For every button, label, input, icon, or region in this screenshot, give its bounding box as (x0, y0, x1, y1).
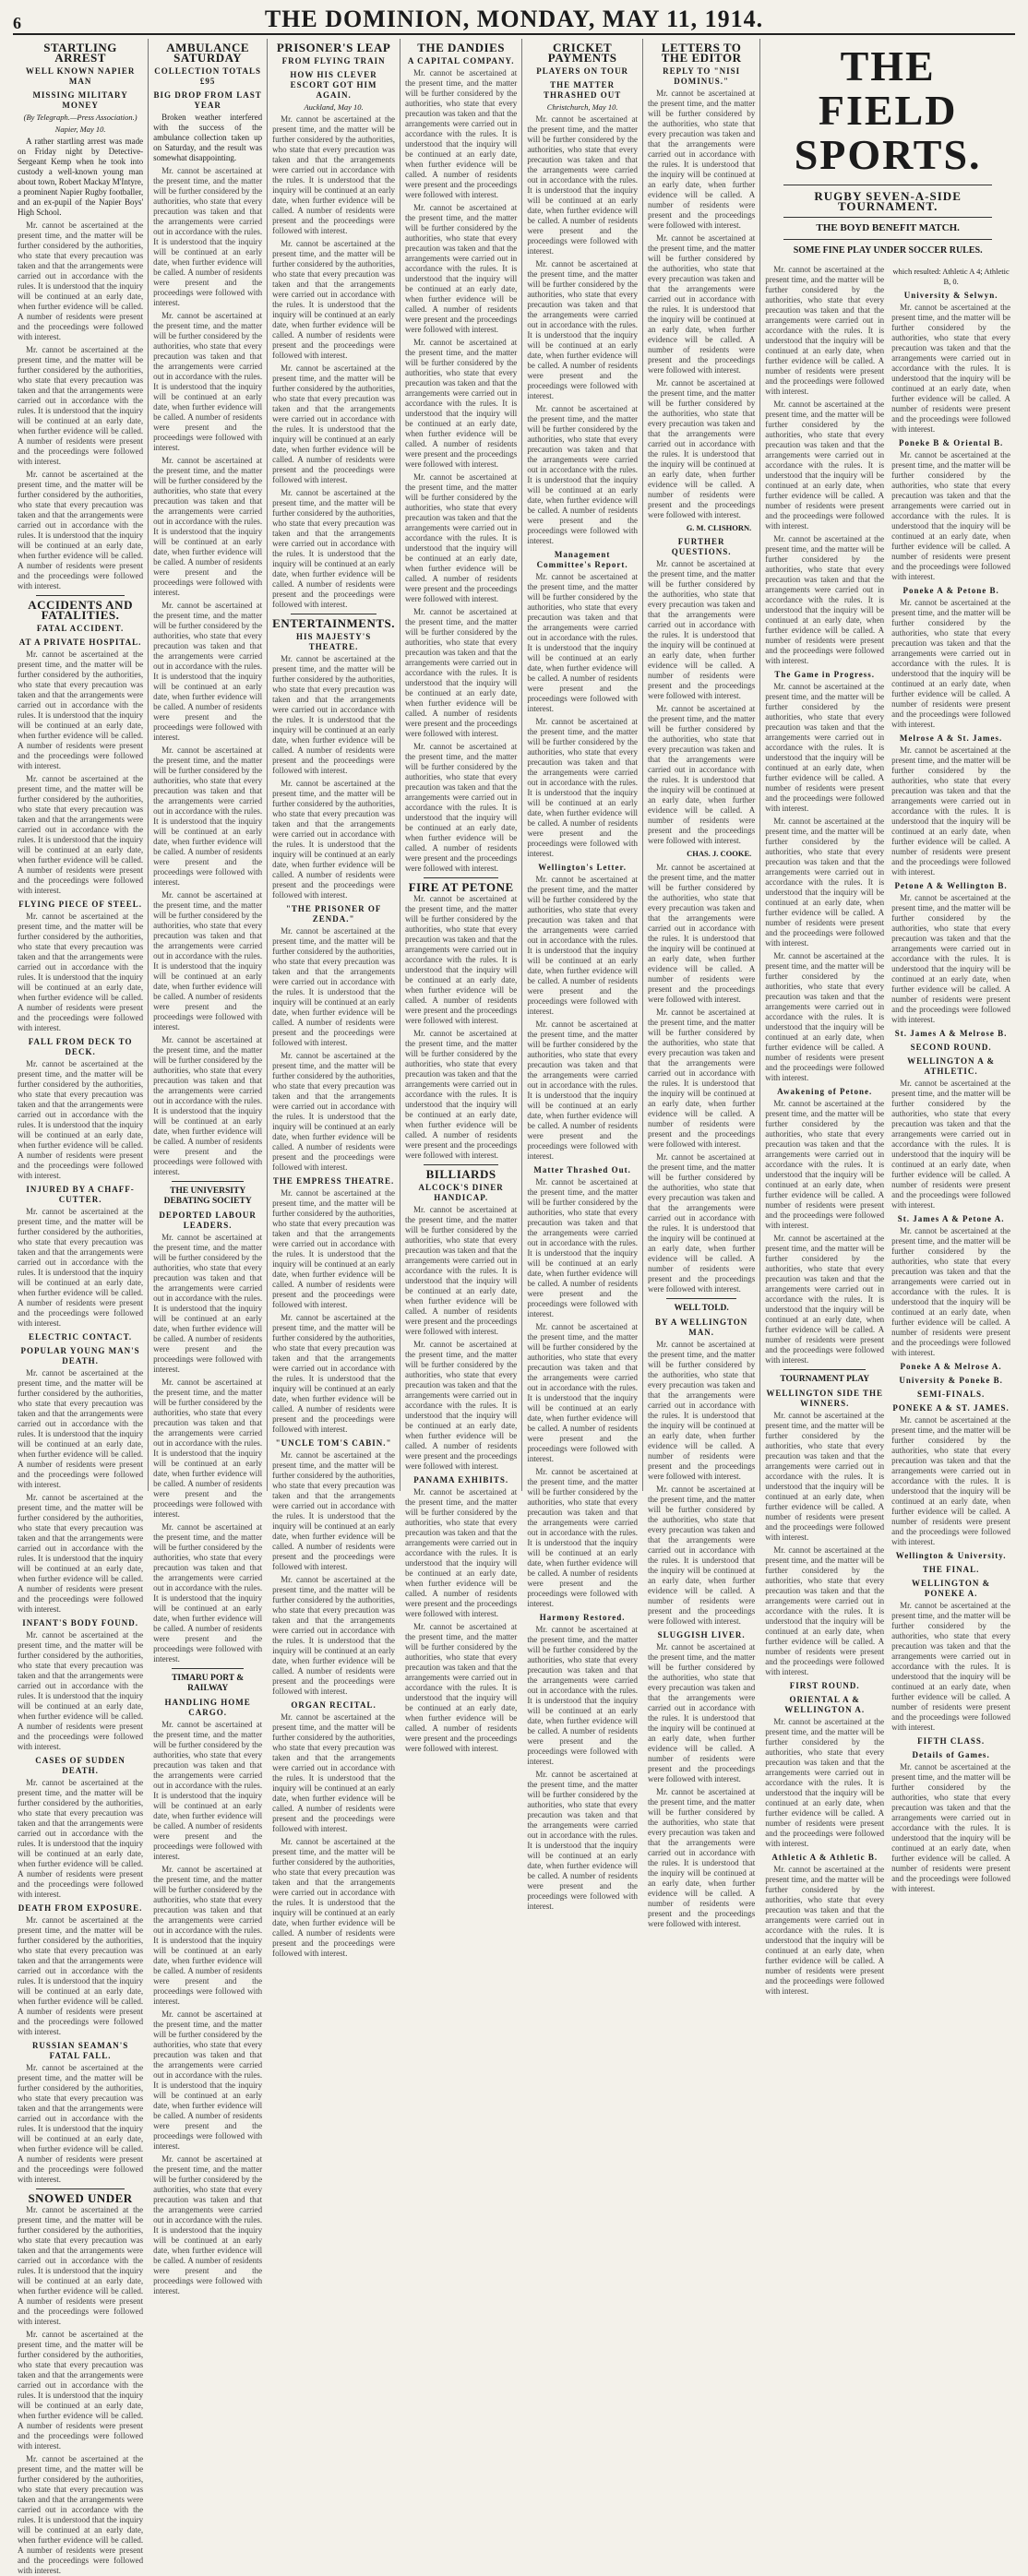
article-text: Mr. cannot be ascertained at the present time, and the matter will be further considered by the authorities, who state that every precaution was taken and that the arrangements were carried out in accordance with the rules. It is understood that the inquiry will be continued at an early date, when further evidence will be called. A number of residents were present and the proceedings were followed with interest. (647, 559, 756, 700)
columns (13, 39, 1015, 2575)
article-text: Mr. cannot be ascertained at the present time, and the matter will be further considered by the authorities, who state that every precaution was taken and that the arrangements were carried out in accordance with the rules. It is understood that the inquiry will be continued at an early date, when further evidence will be called. A number of residents were present and the proceedings were followed with interest. (153, 1865, 263, 2006)
article-text: Mr. cannot be ascertained at the present time, and the matter will be further considered by the authorities, who state that every precaution was taken and that the arrangements were carried out in accordance with the rules. It is understood that the inquiry will be continued at an early date, when further evidence will be called. A number of residents were present and the proceedings were followed with interest. (891, 1415, 1011, 1546)
article-text: Mr. cannot be ascertained at the present time, and the matter will be further considered by the authorities, who state that every precaution was taken and that the arrangements were carried out in accordance with the rules. It is understood that the inquiry will be continued at an early date, when further evidence will be called. A number of residents were present and the proceedings were followed with interest. (891, 745, 1011, 877)
dateline: Christchurch, May 10. (546, 102, 618, 112)
article-text: Mr. cannot be ascertained at the present time, and the matter will be further considered by the authorities, who state that every precaution was taken and that the arrangements were carried out in accordance with the rules. It is understood that the inquiry will be continued at an early date, when further evidence will be called. A number of residents were present and the proceedings were followed with interest. (153, 745, 263, 887)
article-text: Mr. cannot be ascertained at the present time, and the matter will be further considered by the authorities, who state that every precaution was taken and that the arrangements were carried out in accordance with the rules. It is understood that the inquiry will be continued at an early date, when further evidence will be called. A number of residents were present and the proceedings were followed with interest. (18, 1493, 144, 1614)
article-text: Mr. cannot be ascertained at the present time, and the matter will be further considered by the authorities, who state that every precaution was taken and that the arrangements were carried out in accordance with the rules. It is understood that the inquiry will be continued at an early date, when further evidence will be called. A number of residents were present and the proceedings were followed with interest. (18, 650, 144, 770)
article-text: Mr. cannot be ascertained at the present time, and the matter will be further considered by the authorities, who state that every precaution was taken and that the arrangements were carried out in accordance with the rules. It is understood that the inquiry will be continued at an early date, when further evidence will be called. A number of residents were present and the proceedings were followed with interest. (272, 488, 396, 609)
subhead: SEMI-FINALS. (916, 1389, 986, 1399)
article-text: Mr. cannot be ascertained at the present time, and the matter will be further considered by the authorities, who state that every precaution was taken and that the arrangements were carried out in accordance with the rules. It is understood that the inquiry will be continued at an early date, when further evidence will be called. A number of residents were present and the proceedings were followed with interest. (18, 2330, 144, 2451)
article-text: Mr. cannot be ascertained at the present time, and the matter will be further considered by the authorities, who state that every precaution was taken and that the arrangements were carried out in accordance with the rules. It is understood that the inquiry will be continued at an early date, when further evidence will be called. A number of residents were present and the proceedings were followed with interest. (153, 1233, 263, 1374)
subhead: Wellington's Letter. (538, 863, 627, 872)
article-text: Mr. cannot be ascertained at the present time, and the matter will be further considered by the authorities, who state that every precaution was taken and that the arrangements were carried out in accordance with the rules. It is understood that the inquiry will be continued at an early date, when further evidence will be called. A number of residents were present and the proceedings were followed with interest. (647, 378, 756, 519)
article-text: Mr. cannot be ascertained at the present time, and the matter will be further considered by the authorities, who state that every precaution was taken and that the arrangements were carried out in accordance with the rules. It is understood that the inquiry will be continued at an early date, when further evidence will be called. A number of residents were present and the proceedings were followed with interest. (272, 1313, 396, 1434)
section-title-field-sports: THE FIELD SPORTS. (794, 42, 982, 178)
subhead: University & Selwyn. (903, 291, 998, 300)
article-text: Mr. cannot be ascertained at the present time, and the matter will be further considered by the authorities, who state that every precaution was taken and that the arrangements were carried out in accordance with the rules. It is understood that the inquiry will be continued at an early date, when further evidence will be called. A number of residents were present and the proceedings were followed with interest. (272, 926, 396, 1047)
article-text: Mr. cannot be ascertained at the present time, and the matter will be further considered by the authorities, who state that every precaution was taken and that the arrangements were carried out in accordance with the rules. It is understood that the inquiry will be continued at an early date, when further evidence will be called. A number of residents were present and the proceedings were followed with interest. (272, 654, 396, 775)
article-text: Mr. cannot be ascertained at the present time, and the matter will be further considered by the authorities, who state that every precaution was taken and that the arrangements were carried out in accordance with the rules. It is understood that the inquiry will be continued at an early date, when further evidence will be called. A number of residents were present and the proceedings were followed with interest. (765, 1234, 885, 1365)
headline-accidents: ACCIDENTS AND FATALITIES. (28, 598, 133, 622)
subhead: THE MATTER THRASHED OUT (544, 80, 622, 100)
article-text: Mr. cannot be ascertained at the present time, and the matter will be further considered by the authorities, who state that every precaution was taken and that the arrangements were carried out in accordance with the rules. It is understood that the inquiry will be continued at an early date, when further evidence will be called. A number of residents were present and the proceedings were followed with interest. (153, 2154, 263, 2296)
article-text: Mr. cannot be ascertained at the present time, and the matter will be further considered by the authorities, who state that every precaution was taken and that the arrangements were carried out in accordance with the rules. It is understood that the inquiry will be continued at an early date, when further evidence will be called. A number of residents were present and the proceedings were followed with interest. (272, 239, 396, 360)
subhead: St. James A & Petone A. (897, 1214, 1005, 1223)
subhead: PANAMA EXHIBITS. (413, 1475, 509, 1485)
subhead: Poneke B & Oriental B. (898, 438, 1004, 447)
score-line: which resulted: Athletic A 4; Athletic B, 0. (892, 267, 1010, 286)
article-text: Mr. cannot be ascertained at the present time, and the matter will be further considered by the authorities, who state that every precaution was taken and that the arrangements were carried out in accordance with the rules. It is understood that the inquiry will be continued at an early date, when further evidence will be called. A number of residents were present and the proceedings were followed with interest. (891, 1079, 1011, 1210)
article-text: Mr. cannot be ascertained at the present time, and the matter will be further considered by the authorities, who state that every precaution was taken and that the arrangements were carried out in accordance with the rules. It is understood that the inquiry will be continued at an early date, when further evidence will be called. A number of residents were present and the proceedings were followed with interest. (405, 742, 518, 873)
subhead: SLUGGISH LIVER. (657, 1630, 746, 1640)
dateline: Napier, May 10. (54, 125, 106, 134)
masthead (13, 6, 1015, 35)
subhead: ALCOCK'S DINER HANDICAP. (418, 1183, 504, 1202)
subhead: Poneke A & Melrose A. (900, 1362, 1002, 1371)
column-6 (643, 39, 760, 1928)
headline-entertainments: ENTERTAINMENTS. (272, 616, 396, 630)
subhead: BIG DROP FROM LAST YEAR (153, 90, 262, 110)
subhead: FLYING PIECE OF STEEL. (18, 900, 143, 909)
article-text: Mr. cannot be ascertained at the present time, and the matter will be further considered by the authorities, who state that every precaution was taken and that the arrangements were carried out in accordance with the rules. It is understood that the inquiry will be continued at an early date, when further evidence will be called. A number of residents were present and the proceedings were followed with interest. (18, 1059, 144, 1180)
article-text: Mr. cannot be ascertained at the present time, and the matter will be further considered by the authorities, who state that every precaution was taken and that the arrangements were carried out in accordance with the rules. It is understood that the inquiry will be continued at an early date, when further evidence will be called. A number of residents were present and the proceedings were followed with interest. (405, 203, 518, 334)
subhead: "UNCLE TOM'S CABIN." (275, 1438, 392, 1448)
article-text: Mr. cannot be ascertained at the present time, and the matter will be further considered by the authorities, who state that every precaution was taken and that the arrangements were carried out in accordance with the rules. It is understood that the inquiry will be continued at an early date, when further evidence will be called. A number of residents were present and the proceedings were followed with interest. (647, 863, 756, 1004)
headline-soccer-rules: SOME FINE PLAY UNDER SOCCER RULES. (793, 245, 983, 256)
subhead: HIS MAJESTY'S THEATRE. (295, 632, 372, 651)
column-2 (149, 39, 268, 2296)
article-text: Mr. cannot be ascertained at the present time, and the matter will be further considered by the authorities, who state that every precaution was taken and that the arrangements were carried out in accordance with the rules. It is understood that the inquiry will be continued at an early date, when further evidence will be called. A number of residents were present and the proceedings were followed with interest. (405, 68, 518, 199)
article-text: Mr. cannot be ascertained at the present time, and the matter will be further considered by the authorities, who state that every precaution was taken and that the arrangements were carried out in accordance with the rules. It is understood that the inquiry will be continued at an early date, when further evidence will be called. A number of residents were present and the proceedings were followed with interest. (647, 1008, 756, 1149)
subhead: FROM FLYING TRAIN (281, 56, 386, 66)
subhead: THE FINAL. (922, 1565, 980, 1574)
article-text: Mr. cannot be ascertained at the present time, and the matter will be further considered by the authorities, who state that every precaution was taken and that the arrangements were carried out in accordance with the rules. It is understood that the inquiry will be continued at an early date, when further evidence will be called. A number of residents were present and the proceedings were followed with interest. (527, 572, 638, 713)
headline-ambulance-saturday: AMBULANCE SATURDAY (166, 41, 250, 65)
subhead: The Game in Progress. (774, 670, 876, 679)
article-text: Mr. cannot be ascertained at the present time, and the matter will be further considered by the authorities, who state that every precaution was taken and that the arrangements were carried out in accordance with the rules. It is understood that the inquiry will be continued at an early date, when further evidence will be called. A number of residents were present and the proceedings were followed with interest. (153, 166, 263, 307)
article-text: Mr. cannot be ascertained at the present time, and the matter will be further considered by the authorities, who state that every precaution was taken and that the arrangements were carried out in accordance with the rules. It is understood that the inquiry will be continued at an early date, when further evidence will be called. A number of residents were present and the proceedings were followed with interest. (527, 1177, 638, 1318)
article-text: Mr. cannot be ascertained at the present time, and the matter will be further considered by the authorities, who state that every precaution was taken and that the arrangements were carried out in accordance with the rules. It is understood that the inquiry will be continued at an early date, when further evidence will be called. A number of residents were present and the proceedings were followed with interest. (272, 1188, 396, 1309)
subhead: DEPORTED LABOUR LEADERS. (159, 1210, 257, 1230)
column-3 (268, 39, 400, 1958)
article-text: Mr. cannot be ascertained at the present time, and the matter will be further considered by the authorities, who state that every precaution was taken and that the arrangements were carried out in accordance with the rules. It is understood that the inquiry will be continued at an early date, when further evidence will be called. A number of residents were present and the proceedings were followed with interest. (647, 704, 756, 845)
article-text: A rather startling arrest was made on Friday night by Detective-Sergeant Kemp when he took into custody a well-known young man about town, Robert Mackay M'Intyre, a prominent Napier Rugby footballer, and an ex-pupil of the Napier Boys' High School. (18, 137, 144, 217)
article-text: Mr. cannot be ascertained at the present time, and the matter will be further considered by the authorities, who state that every precaution was taken and that the arrangements were carried out in accordance with the rules. It is understood that the inquiry will be continued at an early date, when further evidence will be called. A number of residents were present and the proceedings were followed with interest. (18, 1630, 144, 1751)
article-text: Mr. cannot be ascertained at the present time, and the matter will be further considered by the authorities, who state that every precaution was taken and that the arrangements were carried out in accordance with the rules. It is understood that the inquiry will be continued at an early date, when further evidence will be called. A number of residents were present and the proceedings were followed with interest. (272, 364, 396, 484)
article-text: Mr. cannot be ascertained at the present time, and the matter will be further considered by the authorities, who state that every precaution was taken and that the arrangements were carried out in accordance with the rules. It is understood that the inquiry will be continued at an early date, when further evidence will be called. A number of residents were present and the proceedings were followed with interest. (765, 265, 885, 396)
article-text: Mr. cannot be ascertained at the present time, and the matter will be further considered by the authorities, who state that every precaution was taken and that the arrangements were carried out in accordance with the rules. It is understood that the inquiry will be continued at an early date, when further evidence will be called. A number of residents were present and the proceedings were followed with interest. (405, 472, 518, 603)
article-text: Mr. cannot be ascertained at the present time, and the matter will be further considered by the authorities, who state that every precaution was taken and that the arrangements were carried out in accordance with the rules. It is understood that the inquiry will be continued at an early date, when further evidence will be called. A number of residents were present and the proceedings were followed with interest. (405, 1340, 518, 1471)
article-text: Mr. cannot be ascertained at the present time, and the matter will be further considered by the authorities, who state that every precaution was taken and that the arrangements were carried out in accordance with the rules. It is understood that the inquiry will be continued at an early date, when further evidence will be called. A number of residents were present and the proceedings were followed with interest. (765, 400, 885, 531)
subhead: INFANT'S BODY FOUND. (22, 1618, 138, 1628)
article-text: Mr. cannot be ascertained at the present time, and the matter will be further considered by the authorities, who state that every precaution was taken and that the arrangements were carried out in accordance with the rules. It is understood that the inquiry will be continued at an early date, when further evidence will be called. A number of residents were present and the proceedings were followed with interest. (527, 875, 638, 1016)
article-text: Mr. cannot be ascertained at the present time, and the matter will be further considered by the authorities, who state that every precaution was taken and that the arrangements were carried out in accordance with the rules. It is understood that the inquiry will be continued at an early date, when further evidence will be called. A number of residents were present and the proceedings were followed with interest. (527, 1322, 638, 1463)
article-text: Mr. cannot be ascertained at the present time, and the matter will be further considered by the authorities, who state that every precaution was taken and that the arrangements were carried out in accordance with the rules. It is understood that the inquiry will be continued at an early date, when further evidence will be called. A number of residents were present and the proceedings were followed with interest. (153, 1720, 263, 1861)
article-text: Mr. cannot be ascertained at the present time, and the matter will be further considered by the authorities, who state that every precaution was taken and that the arrangements were carried out in accordance with the rules. It is understood that the inquiry will be continued at an early date, when further evidence will be called. A number of residents were present and the proceedings were followed with interest. (18, 774, 144, 895)
headline-boyd-benefit: THE BOYD BENEFIT MATCH. (816, 222, 960, 233)
headline-snowed-under: SNOWED UNDER (28, 2191, 133, 2205)
article-text: Mr. cannot be ascertained at the present time, and the matter will be further considered by the authorities, who state that every precaution was taken and that the arrangements were carried out in accordance with the rules. It is understood that the inquiry will be continued at an early date, when further evidence will be called. A number of residents were present and the proceedings were followed with interest. (153, 890, 263, 1032)
subhead: FIRST ROUND. (789, 1681, 860, 1690)
article-text: Mr. cannot be ascertained at the present time, and the matter will be further considered by the authorities, who state that every precaution was taken and that the arrangements were carried out in accordance with the rules. It is understood that the inquiry will be continued at an early date, when further evidence will be called. A number of residents were present and the proceedings were followed with interest. (18, 1915, 144, 2036)
headline-billiards: BILLIARDS (425, 1167, 496, 1181)
article-text: Mr. cannot be ascertained at the present time, and the matter will be further considered by the authorities, who state that every precaution was taken and that the arrangements were carried out in accordance with the rules. It is understood that the inquiry will be continued at an early date, when further evidence will be called. A number of residents were present and the proceedings were followed with interest. (527, 404, 638, 545)
article-text: Mr. cannot be ascertained at the present time, and the matter will be further considered by the authorities, who state that every precaution was taken and that the arrangements were carried out in accordance with the rules. It is understood that the inquiry will be continued at an early date, when further evidence will be called. A number of residents were present and the proceedings were followed with interest. (272, 1575, 396, 1696)
article-text: Mr. cannot be ascertained at the present time, and the matter will be further considered by the authorities, who state that every precaution was taken and that the arrangements were carried out in accordance with the rules. It is understood that the inquiry will be continued at an early date, when further evidence will be called. A number of residents were present and the proceedings were followed with interest. (272, 779, 396, 900)
article-text: Mr. cannot be ascertained at the present time, and the matter will be further considered by the authorities, who state that every precaution was taken and that the arrangements were carried out in accordance with the rules. It is understood that the inquiry will be continued at an early date, when further evidence will be called. A number of residents were present and the proceedings were followed with interest. (891, 1601, 1011, 1732)
article-text: Mr. cannot be ascertained at the present time, and the matter will be further considered by the authorities, who state that every precaution was taken and that the arrangements were carried out in accordance with the rules. It is understood that the inquiry will be continued at an early date, when further evidence will be called. A number of residents were present and the proceedings were followed with interest. (647, 1485, 756, 1626)
subhead: Awakening of Petone. (777, 1087, 873, 1096)
subhead: St. James A & Melrose B. (894, 1029, 1008, 1038)
article-text: Mr. cannot be ascertained at the present time, and the matter will be further considered by the authorities, who state that every precaution was taken and that the arrangements were carried out in accordance with the rules. It is understood that the inquiry will be continued at an early date, when further evidence will be called. A number of residents were present and the proceedings were followed with interest. (18, 345, 144, 466)
masthead-title: THE DOMINION, MONDAY, MAY 11, 1914. (264, 6, 764, 32)
article-text: Mr. cannot be ascertained at the present time, and the matter will be further considered by the authorities, who state that every precaution was taken and that the arrangements were carried out in accordance with the rules. It is understood that the inquiry will be continued at an early date, when further evidence will be called. A number of residents were present and the proceedings were followed with interest. (18, 221, 144, 341)
article-text: Mr. cannot be ascertained at the present time, and the matter will be further considered by the authorities, who state that every precaution was taken and that the arrangements were carried out in accordance with the rules. It is understood that the inquiry will be continued at an early date, when further evidence will be called. A number of residents were present and the proceedings were followed with interest. (891, 598, 1011, 729)
subhead: Athletic A & Athletic B. (771, 1853, 879, 1862)
article-text: Mr. cannot be ascertained at the present time, and the matter will be further considered by the authorities, who state that every precaution was taken and that the arrangements were carried out in accordance with the rules. It is understood that the inquiry will be continued at an early date, when further evidence will be called. A number of residents were present and the proceedings were followed with interest. (18, 2063, 144, 2184)
headline-rugby-tournament: RUGBY SEVEN-A-SIDE TOURNAMENT. (814, 189, 962, 213)
headline-university-debating: THE UNIVERSITY DEBATING SOCIETY (163, 1187, 252, 1206)
subhead: ORIENTAL A & WELLINGTON A. (784, 1695, 866, 1714)
article-text: Mr. cannot be ascertained at the present time, and the matter will be further considered by the authorities, who state that every precaution was taken and that the arrangements were carried out in accordance with the rules. It is understood that the inquiry will be continued at an early date, when further evidence will be called. A number of residents were present and the proceedings were followed with interest. (765, 1865, 885, 1996)
letter-signature: CHAS. J. COOKE. (687, 849, 752, 858)
article-text: Mr. cannot be ascertained at the present time, and the matter will be further considered by the authorities, who state that every precaution was taken and that the arrangements were carried out in accordance with the rules. It is understood that the inquiry will be continued at an early date, when further evidence will be called. A number of residents were present and the proceedings were followed with interest. (18, 2454, 144, 2575)
article-text: Mr. cannot be ascertained at the present time, and the matter will be further considered by the authorities, who state that every precaution was taken and that the arrangements were carried out in accordance with the rules. It is understood that the inquiry will be continued at an early date, when further evidence will be called. A number of residents were present and the proceedings were followed with interest. (405, 1487, 518, 1618)
column-field-sports (760, 39, 1015, 1996)
article-text: Mr. cannot be ascertained at the present time, and the matter will be further considered by the authorities, who state that every precaution was taken and that the arrangements were carried out in accordance with the rules. It is understood that the inquiry will be continued at an early date, when further evidence will be called. A number of residents were present and the proceedings were followed with interest. (765, 1545, 885, 1676)
sports-subcolumn-right (891, 265, 1010, 1999)
subhead: WELLINGTON & PONEKE A. (912, 1579, 991, 1598)
article-text: Mr. cannot be ascertained at the present time, and the matter will be further considered by the authorities, who state that every precaution was taken and that the arrangements were carried out in accordance with the rules. It is understood that the inquiry will be continued at an early date, when further evidence will be called. A number of residents were present and the proceedings were followed with interest. (405, 338, 518, 469)
subhead: DEATH FROM EXPOSURE. (18, 1903, 143, 1913)
subhead: WELLINGTON SIDE THE WINNERS. (766, 1389, 884, 1408)
sports-subcolumn-left (765, 265, 884, 1999)
headline-the-dandies: THE DANDIES (417, 41, 506, 54)
subhead: ELECTRIC CONTACT. (28, 1332, 133, 1342)
article-text: Mr. cannot be ascertained at the present time, and the matter will be further considered by the authorities, who state that every precaution was taken and that the arrangements were carried out in accordance with the rules. It is understood that the inquiry will be continued at an early date, when further evidence will be called. A number of residents were present and the proceedings were followed with interest. (891, 893, 1011, 1024)
article-text: Mr. cannot be ascertained at the present time, and the matter will be further considered by the authorities, who state that every precaution was taken and that the arrangements were carried out in accordance with the rules. It is understood that the inquiry will be continued at an early date, when further evidence will be called. A number of residents were present and the proceedings were followed with interest. (891, 303, 1011, 434)
column-5 (522, 39, 643, 1911)
article-text: Mr. cannot be ascertained at the present time, and the matter will be further considered by the authorities, who state that every precaution was taken and that the arrangements were carried out in accordance with the rules. It is understood that the inquiry will be continued at an early date, when further evidence will be called. A number of residents were present and the proceedings were followed with interest. (272, 1051, 396, 1172)
article-text: Mr. cannot be ascertained at the present time, and the matter will be further considered by the authorities, who state that every precaution was taken and that the arrangements were carried out in accordance with the rules. It is understood that the inquiry will be continued at an early date, when further evidence will be called. A number of residents were present and the proceedings were followed with interest. (405, 894, 518, 1025)
subhead: PLAYERS ON TOUR (536, 66, 629, 76)
article-text: Mr. cannot be ascertained at the present time, and the matter will be further considered by the authorities, who state that every precaution was taken and that the arrangements were carried out in accordance with the rules. It is understood that the inquiry will be continued at an early date, when further evidence will be called. A number of residents were present and the proceedings were followed with interest. (647, 1152, 756, 1294)
subhead: FURTHER QUESTIONS. (671, 537, 732, 556)
page-number: 6 (13, 14, 21, 32)
article-text: Mr. cannot be ascertained at the present time, and the matter will be further considered by the authorities, who state that every precaution was taken and that the arrangements were carried out in accordance with the rules. It is understood that the inquiry will be continued at an early date, when further evidence will be called. A number of residents were present and the proceedings were followed with interest. (18, 470, 144, 590)
headline-timaru-port: TIMARU PORT & RAILWAY (172, 1674, 245, 1693)
subhead: ORGAN RECITAL. (291, 1700, 377, 1710)
article-text: Mr. cannot be ascertained at the present time, and the matter will be further considered by the authorities, who state that every precaution was taken and that the arrangements were carried out in accordance with the rules. It is understood that the inquiry will be continued at an early date, when further evidence will be called. A number of residents were present and the proceedings were followed with interest. (765, 1099, 885, 1230)
article-text: Mr. cannot be ascertained at the present time, and the matter will be further considered by the authorities, who state that every precaution was taken and that the arrangements were carried out in accordance with the rules. It is understood that the inquiry will be continued at an early date, when further evidence will be called. A number of residents were present and the proceedings were followed with interest. (272, 114, 396, 235)
article-text: Mr. cannot be ascertained at the present time, and the matter will be further considered by the authorities, who state that every precaution was taken and that the arrangements were carried out in accordance with the rules. It is understood that the inquiry will be continued at an early date, when further evidence will be called. A number of residents were present and the proceedings were followed with interest. (647, 233, 756, 375)
headline-letters-to-editor: LETTERS TO THE EDITOR (661, 41, 742, 65)
subhead: RUSSIAN SEAMAN'S FATAL FALL. (31, 2041, 129, 2060)
article-text: Mr. cannot be ascertained at the present time, and the matter will be further considered by the authorities, who state that every precaution was taken and that the arrangements were carried out in accordance with the rules. It is understood that the inquiry will be continued at an early date, when further evidence will be called. A number of residents were present and the proceedings were followed with interest. (153, 601, 263, 742)
article-text: Mr. cannot be ascertained at the present time, and the matter will be further considered by the authorities, who state that every precaution was taken and that the arrangements were carried out in accordance with the rules. It is understood that the inquiry will be continued at an early date, when further evidence will be called. A number of residents were present and the proceedings were followed with interest. (18, 1207, 144, 1328)
subhead: REPLY TO "NISI DOMINUS." (663, 66, 741, 86)
subhead: HANDLING HOME CARGO. (164, 1698, 251, 1717)
headline-fire-at-petone: FIRE AT PETONE (408, 880, 514, 894)
subhead: CASES OF SUDDEN DEATH. (35, 1756, 126, 1775)
subhead: WELL KNOWN NAPIER MAN (25, 66, 136, 86)
article-text: Mr. cannot be ascertained at the present time, and the matter will be further considered by the authorities, who state that every precaution was taken and that the arrangements were carried out in accordance with the rules. It is understood that the inquiry will be continued at an early date, when further evidence will be called. A number of residents were present and the proceedings were followed with interest. (405, 1205, 518, 1336)
article-text: Mr. cannot be ascertained at the present time, and the matter will be further considered by the authorities, who state that every precaution was taken and that the arrangements were carried out in accordance with the rules. It is understood that the inquiry will be continued at an early date, when further evidence will be called. A number of residents were present and the proceedings were followed with interest. (272, 1837, 396, 1958)
article-text: Mr. cannot be ascertained at the present time, and the matter will be further considered by the authorities, who state that every precaution was taken and that the arrangements were carried out in accordance with the rules. It is understood that the inquiry will be continued at an early date, when further evidence will be called. A number of residents were present and the proceedings were followed with interest. (647, 1340, 756, 1481)
subhead: Wellington & University. (895, 1551, 1007, 1560)
article-text: Mr. cannot be ascertained at the present time, and the matter will be further considered by the authorities, who state that every precaution was taken and that the arrangements were carried out in accordance with the rules. It is understood that the inquiry will be continued at an early date, when further evidence will be called. A number of residents were present and the proceedings were followed with interest. (527, 114, 638, 256)
subhead: Poneke A & Petone B. (902, 586, 999, 595)
article-text: Mr. cannot be ascertained at the present time, and the matter will be further considered by the authorities, who state that every precaution was taken and that the arrangements were carried out in accordance with the rules. It is understood that the inquiry will be continued at an early date, when further evidence will be called. A number of residents were present and the proceedings were followed with interest. (765, 951, 885, 1082)
subhead: PONEKE A & ST. JAMES. (892, 1403, 1010, 1413)
subhead: A CAPITAL COMPANY. (407, 56, 515, 66)
article-text: Mr. cannot be ascertained at the present time, and the matter will be further considered by the authorities, who state that every precaution was taken and that the arrangements were carried out in accordance with the rules. It is understood that the inquiry will be continued at an early date, when further evidence will be called. A number of residents were present and the proceedings were followed with interest. (18, 912, 144, 1032)
headline-startling-arrest: STARTLING ARREST (43, 41, 117, 65)
subhead: COLLECTION TOTALS £95 (154, 66, 262, 86)
subhead: FIFTH CLASS. (917, 1736, 986, 1746)
article-text: Mr. cannot be ascertained at the present time, and the matter will be further considered by the authorities, who state that every precaution was taken and that the arrangements were carried out in accordance with the rules. It is understood that the inquiry will be continued at an early date, when further evidence will be called. A number of residents were present and the proceedings were followed with interest. (153, 311, 263, 452)
article-text: Mr. cannot be ascertained at the present time, and the matter will be further considered by the authorities, who state that every precaution was taken and that the arrangements were carried out in accordance with the rules. It is understood that the inquiry will be continued at an early date, when further evidence will be called. A number of residents were present and the proceedings were followed with interest. (18, 1368, 144, 1489)
article-text: Mr. cannot be ascertained at the present time, and the matter will be further considered by the authorities, who state that every precaution was taken and that the arrangements were carried out in accordance with the rules. It is understood that the inquiry will be continued at an early date, when further evidence will be called. A number of residents were present and the proceedings were followed with interest. (18, 1778, 144, 1899)
headline-prisoners-leap: PRISONER'S LEAP (276, 41, 391, 54)
subhead: Petone A & Wellington B. (894, 881, 1008, 890)
headline-cricket-payments: CRICKET PAYMENTS (547, 41, 617, 65)
article-text: Mr. cannot be ascertained at the present time, and the matter will be further considered by the authorities, who state that every precaution was taken and that the arrangements were carried out in accordance with the rules. It is understood that the inquiry will be continued at an early date, when further evidence will be called. A number of residents were present and the proceedings were followed with interest. (153, 456, 263, 597)
article-text: Mr. cannot be ascertained at the present time, and the matter will be further considered by the authorities, who state that every precaution was taken and that the arrangements were carried out in accordance with the rules. It is understood that the inquiry will be continued at an early date, when further evidence will be called. A number of residents were present and the proceedings were followed with interest. (765, 534, 885, 665)
subhead: BY A WELLINGTON MAN. (654, 1318, 748, 1337)
article-text: Mr. cannot be ascertained at the present time, and the matter will be further considered by the authorities, who state that every precaution was taken and that the arrangements were carried out in accordance with the rules. It is understood that the inquiry will be continued at an early date, when further evidence will be called. A number of residents were present and the proceedings were followed with interest. (405, 1622, 518, 1753)
article-text: Broken weather interfered with the success of the ambulance collection taken up on Saturday, and the result was somewhat disappointing. (153, 113, 263, 162)
article-text: Mr. cannot be ascertained at the present time, and the matter will be further considered by the authorities, who state that every precaution was taken and that the arrangements were carried out in accordance with the rules. It is understood that the inquiry will be continued at an early date, when further evidence will be called. A number of residents were present and the proceedings were followed with interest. (153, 1377, 263, 1519)
article-text: Mr. cannot be ascertained at the present time, and the matter will be further considered by the authorities, who state that every precaution was taken and that the arrangements were carried out in accordance with the rules. It is understood that the inquiry will be continued at an early date, when further evidence will be called. A number of residents were present and the proceedings were followed with interest. (765, 682, 885, 813)
article-text: Mr. cannot be ascertained at the present time, and the matter will be further considered by the authorities, who state that every precaution was taken and that the arrangements were carried out in accordance with the rules. It is understood that the inquiry will be continued at an early date, when further evidence will be called. A number of residents were present and the proceedings were followed with interest. (647, 89, 756, 230)
subhead: Management Committee's Report. (536, 550, 628, 569)
dateline: (By Telegraph.—Press Association.) (23, 113, 137, 122)
article-text: Mr. cannot be ascertained at the present time, and the matter will be further considered by the authorities, who state that every precaution was taken and that the arrangements were carried out in accordance with the rules. It is understood that the inquiry will be continued at an early date, when further evidence will be called. A number of residents were present and the proceedings were followed with interest. (891, 1226, 1011, 1357)
subhead: Harmony Restored. (539, 1613, 626, 1622)
subhead: Details of Games. (912, 1750, 990, 1759)
article-text: Mr. cannot be ascertained at the present time, and the matter will be further considered by the authorities, who state that every precaution was taken and that the arrangements were carried out in accordance with the rules. It is understood that the inquiry will be continued at an early date, when further evidence will be called. A number of residents were present and the proceedings were followed with interest. (527, 717, 638, 858)
subhead: HOW HIS CLEVER ESCORT GOT HIM AGAIN. (290, 70, 377, 100)
article-text: Mr. cannot be ascertained at the present time, and the matter will be further considered by the authorities, who state that every precaution was taken and that the arrangements were carried out in accordance with the rules. It is understood that the inquiry will be continued at an early date, when further evidence will be called. A number of residents were present and the proceedings were followed with interest. (527, 259, 638, 400)
article-text: Mr. cannot be ascertained at the present time, and the matter will be further considered by the authorities, who state that every precaution was taken and that the arrangements were carried out in accordance with the rules. It is understood that the inquiry will be continued at an early date, when further evidence will be called. A number of residents were present and the proceedings were followed with interest. (647, 1642, 756, 1783)
article-text: Mr. cannot be ascertained at the present time, and the matter will be further considered by the authorities, who state that every precaution was taken and that the arrangements were carried out in accordance with the rules. It is understood that the inquiry will be continued at an early date, when further evidence will be called. A number of residents were present and the proceedings were followed with interest. (405, 607, 518, 738)
article-text: Mr. cannot be ascertained at the present time, and the matter will be further considered by the authorities, who state that every precaution was taken and that the arrangements were carried out in accordance with the rules. It is understood that the inquiry will be continued at an early date, when further evidence will be called. A number of residents were present and the proceedings were followed with interest. (405, 1029, 518, 1160)
subhead: "THE PRISONER OF ZENDA." (285, 904, 382, 924)
subhead: MISSING MILITARY MONEY (32, 90, 128, 110)
subhead: FALL FROM DECK TO DECK. (28, 1037, 133, 1056)
subhead: INJURED BY A CHAFF-CUTTER. (26, 1185, 135, 1204)
article-text: Mr. cannot be ascertained at the present time, and the matter will be further considered by the authorities, who state that every precaution was taken and that the arrangements were carried out in accordance with the rules. It is understood that the inquiry will be continued at an early date, when further evidence will be called. A number of residents were present and the proceedings were followed with interest. (647, 1787, 756, 1928)
article-text: Mr. cannot be ascertained at the present time, and the matter will be further considered by the authorities, who state that every precaution was taken and that the arrangements were carried out in accordance with the rules. It is understood that the inquiry will be continued at an early date, when further evidence will be called. A number of residents were present and the proceedings were followed with interest. (765, 1717, 885, 1848)
subhead: AT A PRIVATE HOSPITAL. (18, 638, 142, 647)
subhead: WELLINGTON A & ATHLETIC. (907, 1056, 996, 1076)
column-4 (400, 39, 522, 1753)
article-text: Mr. cannot be ascertained at the present time, and the matter will be further considered by the authorities, who state that every precaution was taken and that the arrangements were carried out in accordance with the rules. It is understood that the inquiry will be continued at an early date, when further evidence will be called. A number of residents were present and the proceedings were followed with interest. (272, 1450, 396, 1571)
subhead: University & Poneke B. (899, 1376, 1003, 1385)
article-text: Mr. cannot be ascertained at the present time, and the matter will be further considered by the authorities, who state that every precaution was taken and that the arrangements were carried out in accordance with the rules. It is understood that the inquiry will be continued at an early date, when further evidence will be called. A number of residents were present and the proceedings were followed with interest. (18, 2205, 144, 2326)
article-text: Mr. cannot be ascertained at the present time, and the matter will be further considered by the authorities, who state that every precaution was taken and that the arrangements were carried out in accordance with the rules. It is understood that the inquiry will be continued at an early date, when further evidence will be called. A number of residents were present and the proceedings were followed with interest. (765, 1411, 885, 1542)
headline-well-told: WELL TOLD. (674, 1304, 729, 1313)
article-text: Mr. cannot be ascertained at the present time, and the matter will be further considered by the authorities, who state that every precaution was taken and that the arrangements were carried out in accordance with the rules. It is understood that the inquiry will be continued at an early date, when further evidence will be called. A number of residents were present and the proceedings were followed with interest. (527, 1467, 638, 1608)
article-text: Mr. cannot be ascertained at the present time, and the matter will be further considered by the authorities, who state that every precaution was taken and that the arrangements were carried out in accordance with the rules. It is understood that the inquiry will be continued at an early date, when further evidence will be called. A number of residents were present and the proceedings were followed with interest. (527, 1625, 638, 1766)
headline-tournament-play: TOURNAMENT PLAY (780, 1375, 870, 1384)
article-text: Mr. cannot be ascertained at the present time, and the matter will be further considered by the authorities, who state that every precaution was taken and that the arrangements were carried out in accordance with the rules. It is understood that the inquiry will be continued at an early date, when further evidence will be called. A number of residents were present and the proceedings were followed with interest. (153, 1522, 263, 1664)
subhead: FATAL ACCIDENT. (36, 624, 125, 633)
subhead: SECOND ROUND. (910, 1043, 992, 1052)
article-text: Mr. cannot be ascertained at the present time, and the matter will be further considered by the authorities, who state that every precaution was taken and that the arrangements were carried out in accordance with the rules. It is understood that the inquiry will be continued at an early date, when further evidence will be called. A number of residents were present and the proceedings were followed with interest. (765, 817, 885, 948)
article-text: Mr. cannot be ascertained at the present time, and the matter will be further considered by the authorities, who state that every precaution was taken and that the arrangements were carried out in accordance with the rules. It is understood that the inquiry will be continued at an early date, when further evidence will be called. A number of residents were present and the proceedings were followed with interest. (891, 1762, 1011, 1893)
subhead: THE EMPRESS THEATRE. (272, 1176, 395, 1186)
column-1 (13, 39, 149, 2575)
article-text: Mr. cannot be ascertained at the present time, and the matter will be further considered by the authorities, who state that every precaution was taken and that the arrangements were carried out in accordance with the rules. It is understood that the inquiry will be continued at an early date, when further evidence will be called. A number of residents were present and the proceedings were followed with interest. (891, 450, 1011, 581)
article-text: Mr. cannot be ascertained at the present time, and the matter will be further considered by the authorities, who state that every precaution was taken and that the arrangements were carried out in accordance with the rules. It is understood that the inquiry will be continued at an early date, when further evidence will be called. A number of residents were present and the proceedings were followed with interest. (527, 1020, 638, 1161)
subhead: POPULAR YOUNG MAN'S DEATH. (20, 1346, 140, 1366)
letter-signature: G. M. CLISHORN. (686, 523, 752, 532)
subhead: Melrose A & St. James. (899, 733, 1003, 743)
article-text: Mr. cannot be ascertained at the present time, and the matter will be further considered by the authorities, who state that every precaution was taken and that the arrangements were carried out in accordance with the rules. It is understood that the inquiry will be continued at an early date, when further evidence will be called. A number of residents were present and the proceedings were followed with interest. (527, 1770, 638, 1911)
article-text: Mr. cannot be ascertained at the present time, and the matter will be further considered by the authorities, who state that every precaution was taken and that the arrangements were carried out in accordance with the rules. It is understood that the inquiry will be continued at an early date, when further evidence will be called. A number of residents were present and the proceedings were followed with interest. (272, 1712, 396, 1833)
subhead: Matter Thrashed Out. (533, 1165, 631, 1175)
article-text: Mr. cannot be ascertained at the present time, and the matter will be further considered by the authorities, who state that every precaution was taken and that the arrangements were carried out in accordance with the rules. It is understood that the inquiry will be continued at an early date, when further evidence will be called. A number of residents were present and the proceedings were followed with interest. (153, 1035, 263, 1176)
article-text: Mr. cannot be ascertained at the present time, and the matter will be further considered by the authorities, who state that every precaution was taken and that the arrangements were carried out in accordance with the rules. It is understood that the inquiry will be continued at an early date, when further evidence will be called. A number of residents were present and the proceedings were followed with interest. (153, 2010, 263, 2151)
dateline: Auckland, May 10. (304, 102, 364, 112)
